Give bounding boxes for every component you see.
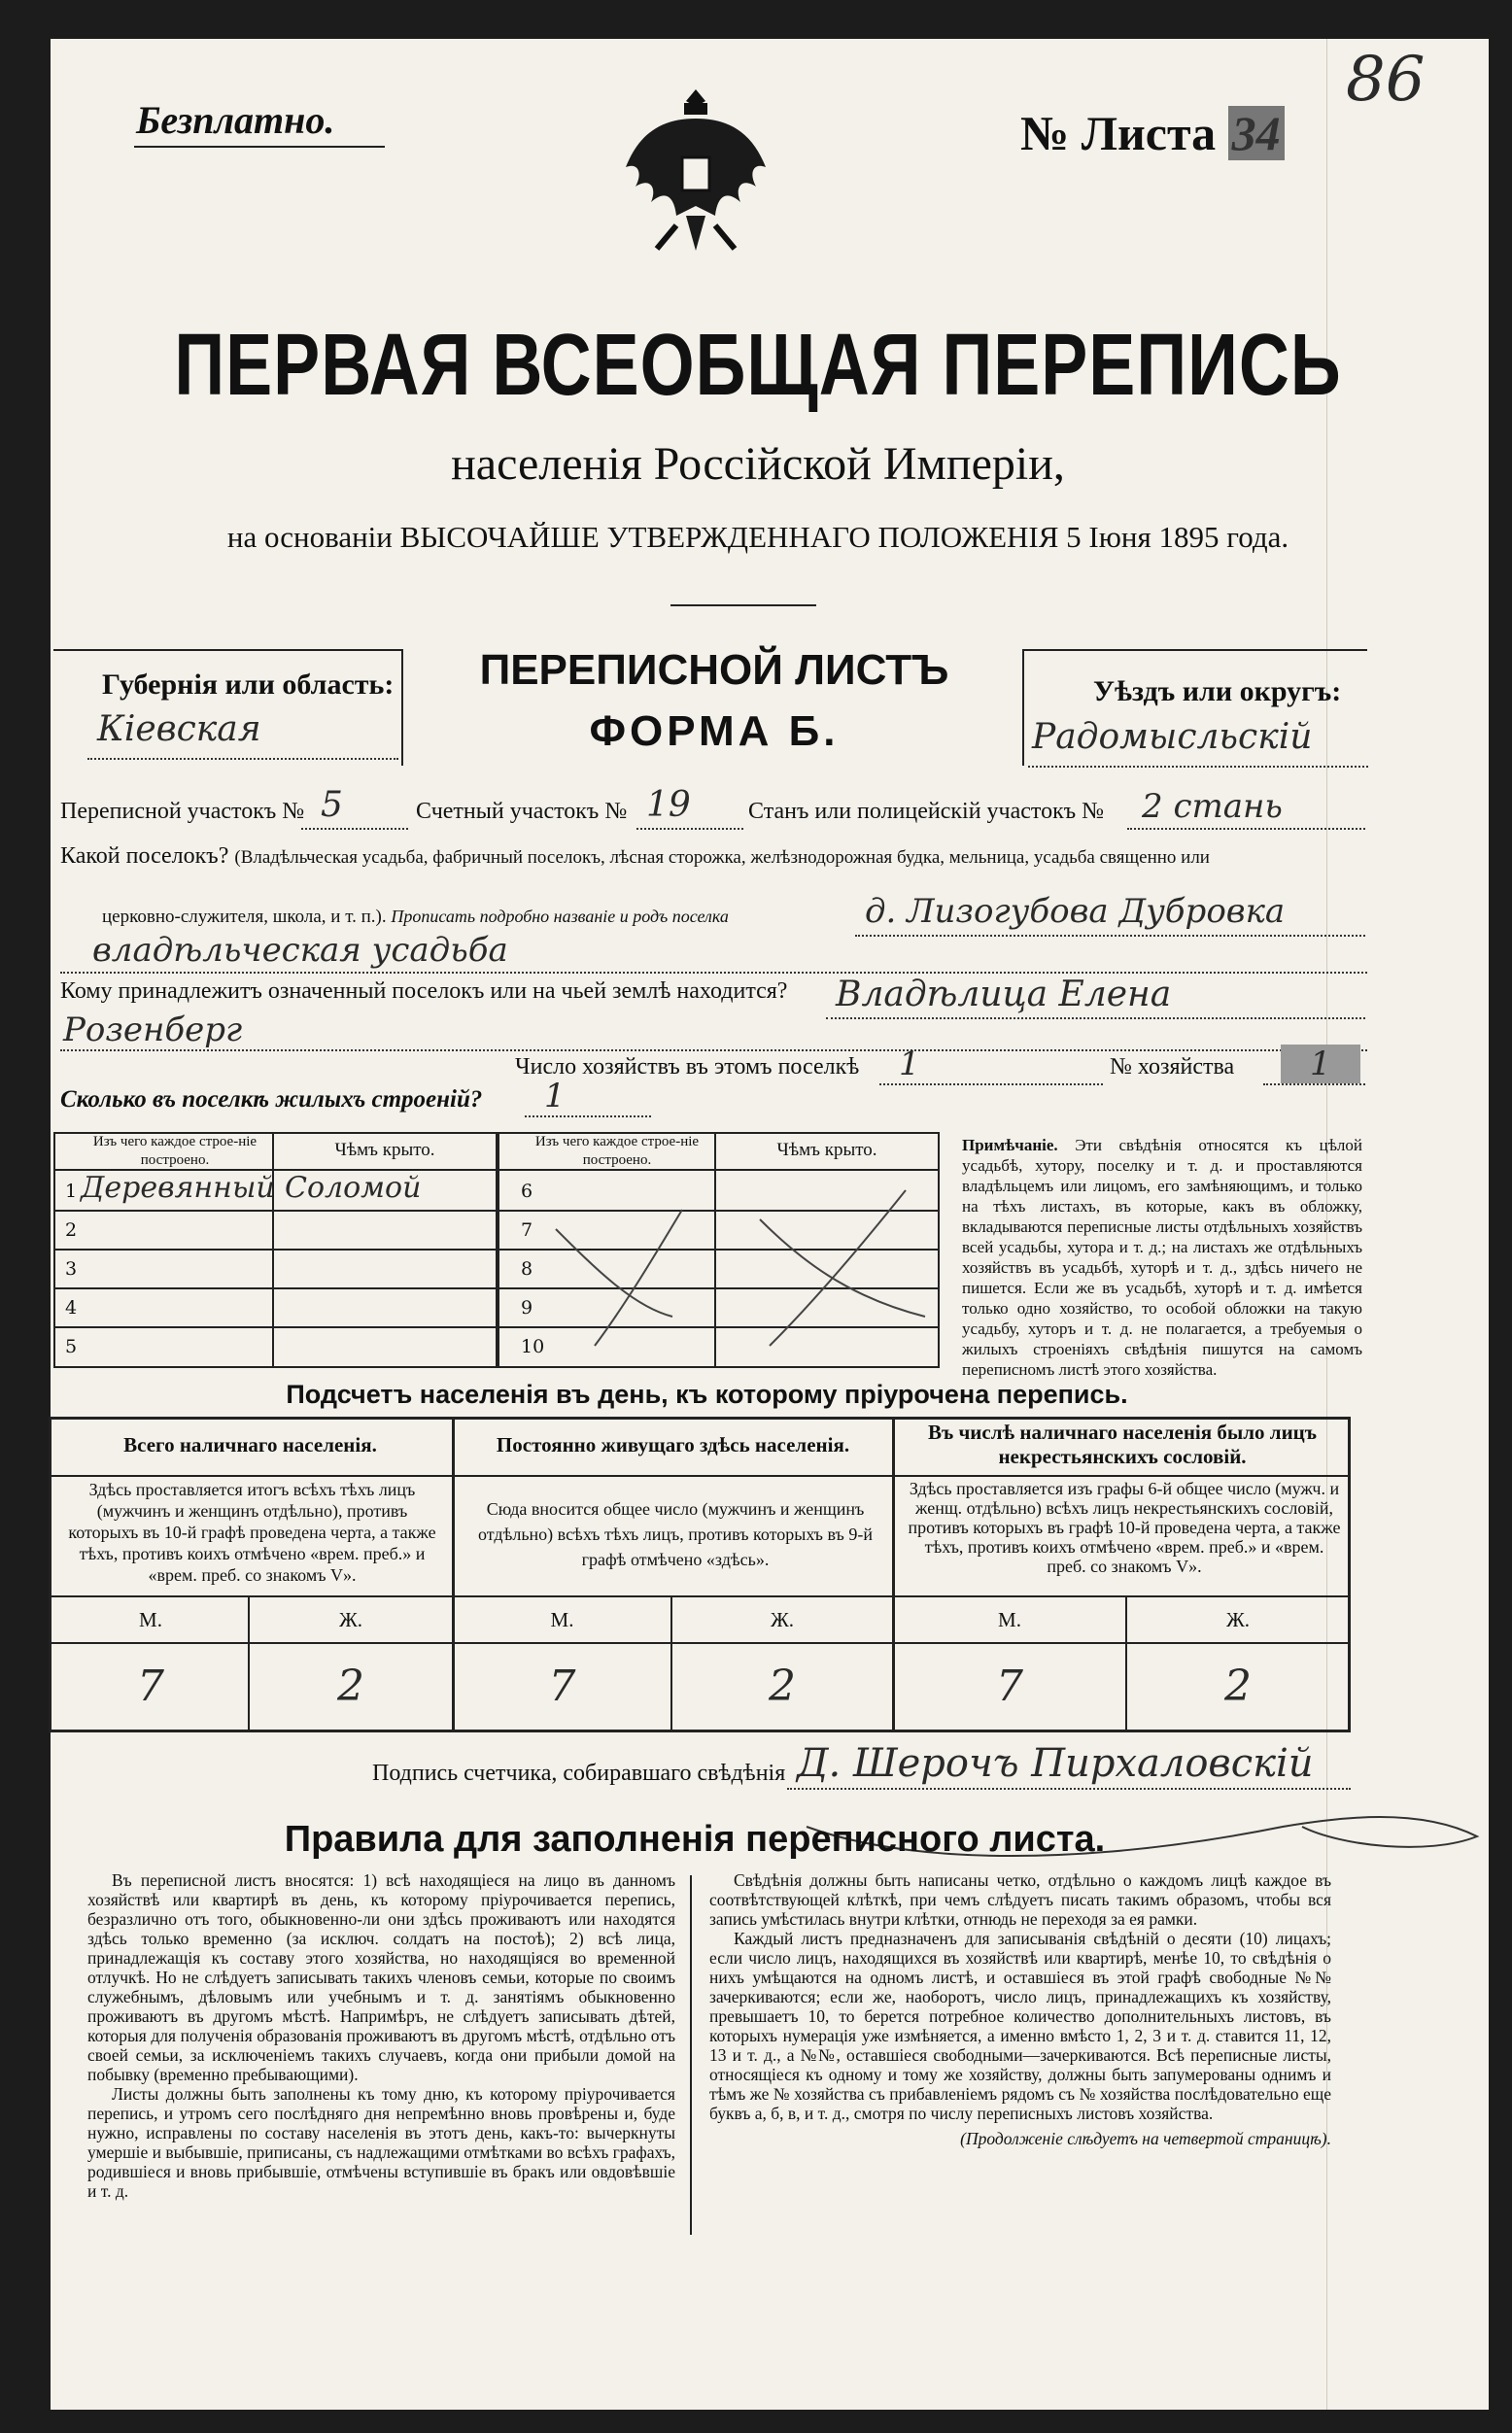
owner-value-1: Владѣлица Елена xyxy=(836,975,1172,1014)
count-col2-desc: Сюда вносится общее число (мужчинъ и женщинъ отдѣльно) всѣхъ тѣхъ лицъ, противъ которыхъ въ 9-й графѣ отмѣчено «здѣсь». xyxy=(478,1499,873,1569)
row-number: 9 xyxy=(521,1297,533,1319)
settlement-hint: (Владѣльческая усадьба, фабричный поселокъ, лѣсная сторожка, желѣзнодорожная будка, мельница, усадьба священно или xyxy=(234,847,1210,868)
free-underline xyxy=(134,146,385,148)
count-value-present-f: 2 xyxy=(337,1662,364,1711)
count-mf-line xyxy=(49,1642,1351,1644)
table-row xyxy=(53,1287,496,1328)
count-value-present-m: 7 xyxy=(137,1662,164,1711)
stan-label: Станъ или полицейскій участокъ № xyxy=(748,799,1105,824)
count-value-permanent-f: 2 xyxy=(769,1662,796,1711)
buildings-header-roof-left: Чѣмъ крыто. xyxy=(334,1140,435,1160)
rules-left-column xyxy=(87,1870,675,2201)
settlement-value-2: владѣльческая усадьба xyxy=(92,931,508,970)
buildings-label: Сколько въ поселкѣ жилыхъ строеній? xyxy=(60,1086,483,1113)
title-separator xyxy=(670,604,816,606)
rules-right-paragraph-2: Каждый листъ предназначенъ для записыванія свѣдѣній о десяти (10) лицахъ; если число лицъ, находящихся въ хозяйствѣ или квартирѣ, менѣе 10, то свѣдѣнія о нихъ умѣщаются на одномъ листѣ, и оставшіеся въ этой графѣ свободные №№ зачеркиваются; если же, наоборотъ, число лицъ, принадлежащихъ къ хозяйству, превышаетъ 10, то берется потребное количество дополнительныхъ листовъ, въ которыхъ нумерація уже измѣняется, а именно вмѣсто 1, 2, 3 и т. д. ставится 11, 12, 13 и т. д., а №№, оставшіеся свободными—зачеркиваются. Всѣ переписные листы, относящіеся къ одному и тому же хозяйству, должны быть запумерованы однимъ и тѣмъ же № хозяйства съ прибавленіемъ рядомъ съ № хозяйства послѣдовательно еще буквъ а, б, в, и т. д., смотря по числу переписныхъ листовъ хозяйства. xyxy=(709,1929,1331,2123)
rules-left-paragraph-1: Въ переписной листъ вносятся: 1) всѣ находящіеся на лицо въ данномъ хозяйствѣ или квартирѣ въ день, къ которому пріурочивается перепись, безразлично отъ того, обыкновенно-ли они здѣсь проживаютъ или находятся здѣсь только временно (за исключ. солдатъ на постоѣ); 2) всѣ лица, принадлежащія къ составу этого хозяйства, но находящіяся во временной отлучкѣ. Но не слѣдуетъ записывать такихъ членовъ семьи, которые по своимъ служебнымъ, дѣловымъ или учебнымъ и т. д. занятіямъ обыкновенно проживаютъ въ другомъ мѣстѣ. Напримѣръ, не слѣдуетъ записывать дѣтей, которыя для полученія образованія проживаютъ въ другомъ мѣстѣ, отдѣльно отъ своей семьи, за исключеніемъ такихъ случаевъ, когда они прибыли домой на побывку (временно пребывающими). xyxy=(87,1870,675,2084)
row-number: 10 xyxy=(521,1336,545,1357)
settlement-line-1 xyxy=(855,935,1365,937)
settlement-value-1: д. Лизогубова Дубровка xyxy=(865,892,1286,931)
buildings-header-material-right: Изъ чего каждое строе-ніе построено. xyxy=(534,1134,700,1168)
rules-heading: Правила для заполненія переписного листа. xyxy=(284,1819,1106,1860)
free-label: Безплатно. xyxy=(136,98,335,142)
count-value-nonpeasant-m: 7 xyxy=(996,1662,1023,1711)
count-district-line xyxy=(636,828,743,830)
household-number-value: 1 xyxy=(1281,1045,1360,1083)
count-col1-desc: Здѣсь проставляется итогъ всѣхъ тѣхъ лицъ (мужчинъ и женщинъ отдѣльно), противъ которыхъ въ 10-й графѣ проведена черта, а также тѣхъ, противъ коихъ отмѣчено «врем. преб.» и «врем. преб. со знакомъ V». xyxy=(68,1480,436,1585)
signature-label: Подпись счетчика, собиравшаго свѣдѣнія xyxy=(372,1761,786,1786)
rules-right-column xyxy=(709,1870,1331,2148)
row-material: Деревянный xyxy=(81,1171,275,1205)
census-district-label: Переписной участокъ № xyxy=(60,799,305,824)
sheet-number-value: 34 xyxy=(1228,106,1285,160)
owner-line-1 xyxy=(826,1017,1365,1019)
count-district-value: 19 xyxy=(646,785,691,825)
buildings-rows-right xyxy=(498,1171,940,1368)
form-box-top-right xyxy=(1022,649,1367,651)
buildings-header-material-left: Изъ чего каждое строе-ніе построено. xyxy=(92,1134,258,1168)
count-m-label-1: М. xyxy=(139,1608,162,1631)
census-legal-basis: на основаніи ВЫСОЧАЙШЕ УТВЕРЖДЕННАГО ПОЛОЖЕНІЯ 5 Іюня 1895 года. xyxy=(226,520,1289,554)
count-district-label: Счетный участокъ № xyxy=(416,799,628,824)
count-f-label-1: Ж. xyxy=(338,1608,363,1631)
form-title: ПЕРЕПИСНОЙ ЛИСТЪ xyxy=(479,646,949,694)
settlement-hint-2: церковно-служителя, школа, и т. п.). Прописать подробно названіе и родъ поселка xyxy=(102,907,729,927)
row-roof: Соломой xyxy=(285,1171,422,1205)
count-title-line xyxy=(49,1475,1351,1477)
households-value: 1 xyxy=(899,1045,920,1083)
rules-continued-note: (Продолженіе слѣдуетъ на четвертой страницѣ). xyxy=(960,2129,1331,2148)
census-subtitle: населенія Россійской Имперіи, xyxy=(451,438,1065,490)
owner-line-2 xyxy=(60,1049,1367,1051)
table-row xyxy=(53,1249,496,1289)
rules-column-divider xyxy=(690,1875,692,2235)
form-box-top-left xyxy=(53,649,403,651)
census-district-value: 5 xyxy=(321,785,343,825)
rules-left-paragraph-2: Листы должны быть заполнены къ тому дню, къ которому пріурочивается перепись, и утромъ сего послѣдняго дня непремѣнно вновь провѣрены и, буде нужно, исправлены по составу населенія въ этотъ день, какъ-то: вычеркнуты умершіе и выбывшіе, приписаны, съ надлежащими отмѣтками во всѣхъ графахъ, родившіеся и вновь прибывшіе, отмѣчены вступившіе въ бракъ или овдовѣвшіе и т. д. xyxy=(87,2084,675,2201)
row-number: 3 xyxy=(65,1258,78,1280)
household-number-line xyxy=(1263,1083,1365,1085)
stan-line xyxy=(1127,828,1365,830)
count-col3-title: Въ числѣ наличнаго населенія было лицъ некрестьянскихъ сословій. xyxy=(927,1421,1318,1468)
count-value-permanent-m: 7 xyxy=(548,1662,576,1711)
crossed-out-mark xyxy=(536,1181,935,1355)
gubernia-value-line xyxy=(87,758,398,760)
count-f-label-2: Ж. xyxy=(770,1608,795,1631)
corner-archive-number: 86 xyxy=(1346,44,1426,116)
sheet-number-label: № Листа 34 xyxy=(1020,105,1285,161)
table-row xyxy=(53,1171,496,1212)
count-m-label-2: М. xyxy=(550,1608,574,1631)
row-number: 7 xyxy=(521,1219,533,1241)
gubernia-value: Кіевская xyxy=(97,709,261,749)
form-box-divider-left xyxy=(401,649,403,766)
census-main-title: ПЕРВАЯ ВСЕОБЩАЯ ПЕРЕПИСЬ xyxy=(174,317,1342,414)
count-f-label-3: Ж. xyxy=(1225,1608,1251,1631)
table-row xyxy=(53,1210,496,1251)
note-block xyxy=(962,1135,1362,1380)
form-box-divider-right xyxy=(1022,649,1024,766)
bleed-through-text-left xyxy=(58,146,175,282)
owner-value-2: Розенберг xyxy=(63,1011,243,1049)
uezd-value: Радомысльскій xyxy=(1032,717,1313,757)
settlement-instruction: Прописать подробно названіе и родъ поселка xyxy=(391,907,729,926)
census-district-line xyxy=(301,828,408,830)
buildings-rows-left xyxy=(53,1171,496,1368)
form-name: ФОРМА Б. xyxy=(589,707,840,755)
table-row xyxy=(53,1326,496,1365)
count-value-nonpeasant-f: 2 xyxy=(1224,1662,1252,1711)
count-col1-title: Всего наличнаго населенія. xyxy=(123,1433,377,1456)
count-m-label-3: М. xyxy=(998,1608,1021,1631)
settlement-label: Какой поселокъ? (Владѣльческая усадьба, фабричный поселокъ, лѣсная сторожка, желѣзнодорожная будка, мельница, усадьба священно или xyxy=(60,843,1210,869)
owner-label: Кому принадлежитъ означенный поселокъ или на чьей землѣ находится? xyxy=(60,978,788,1004)
uezd-value-line xyxy=(1028,766,1368,768)
row-number: 8 xyxy=(521,1258,533,1280)
count-col2-title: Постоянно живущаго здѣсь населенія. xyxy=(496,1433,850,1456)
rules-right-paragraph-1: Свѣдѣнія должны быть написаны четко, отдѣльно о каждомъ лицѣ каждое въ соотвѣтствующей клѣткѣ, при чемъ слѣдуетъ писать такимъ образомъ, чтобы вся запись умѣстилась внутри клѣтки, отнюдь не переходя за ея рамки. xyxy=(709,1870,1331,1929)
buildings-value: 1 xyxy=(544,1077,566,1115)
buildings-line xyxy=(525,1115,651,1117)
household-number-label: № хозяйства xyxy=(1110,1054,1235,1079)
households-label: Число хозяйствъ въ этомъ поселкѣ xyxy=(515,1054,860,1079)
double-headed-eagle-emblem xyxy=(618,80,773,264)
row-number: 5 xyxy=(65,1336,78,1357)
counter-signature: Д. Шерочъ Пирхаловскій xyxy=(797,1741,1314,1786)
uezd-label: Уѣздъ или округъ: xyxy=(1093,675,1342,707)
note-text: Эти свѣдѣнія относятся къ цѣлой усадьбѣ, хутору, поселку и т. д. и проставляются владѣльцемъ или лицомъ, его замѣняющимъ, и только на тѣхъ листахъ, въ которые, какъ въ обложку, вкладываются переписные листы отдѣльныхъ хозяйствъ всей усадьбы, хутора и т. д.; на листахъ же отдѣльныхъ хозяйствъ въ усадьбѣ, хуторѣ и т. д., здѣсь ничего не пишется. Если же въ усадьбѣ, хуторѣ и т. д. имѣется только одно хозяйство, то особой обложки на такую усадьбу, хуторъ и т. д. не полагается, а требуемыя о жилыхъ строеніяхъ свѣдѣнія пишутся на самомъ переписномъ листѣ этого хозяйства. xyxy=(962,1136,1363,1379)
count-col3-desc: Здѣсь проставляется изъ графы 6-й общее число (мужч. и женщ. отдѣльно) всѣхъ лицъ некрестьянскихъ сословій, противъ которыхъ въ графѣ 10-й проведена черта, а также тѣхъ, противъ коихъ отмѣчено «врем. преб.» и «врем. преб. со знакомъ V». xyxy=(908,1479,1341,1576)
count-desc-line xyxy=(49,1595,1351,1597)
buildings-header-roof-right: Чѣмъ крыто. xyxy=(776,1140,877,1160)
row-number: 6 xyxy=(521,1181,533,1202)
note-heading: Примѣчаніе. xyxy=(962,1136,1058,1154)
row-number: 2 xyxy=(65,1219,78,1241)
households-line xyxy=(879,1083,1103,1085)
row-number: 1 xyxy=(65,1181,78,1202)
settlement-line-2 xyxy=(60,972,1367,974)
row-number: 4 xyxy=(65,1297,78,1319)
gubernia-label: Губернія или область: xyxy=(102,668,395,701)
stan-value: 2 стань xyxy=(1142,787,1283,826)
count-heading: Подсчетъ населенія въ день, къ которому пріурочена перепись. xyxy=(286,1380,1128,1409)
